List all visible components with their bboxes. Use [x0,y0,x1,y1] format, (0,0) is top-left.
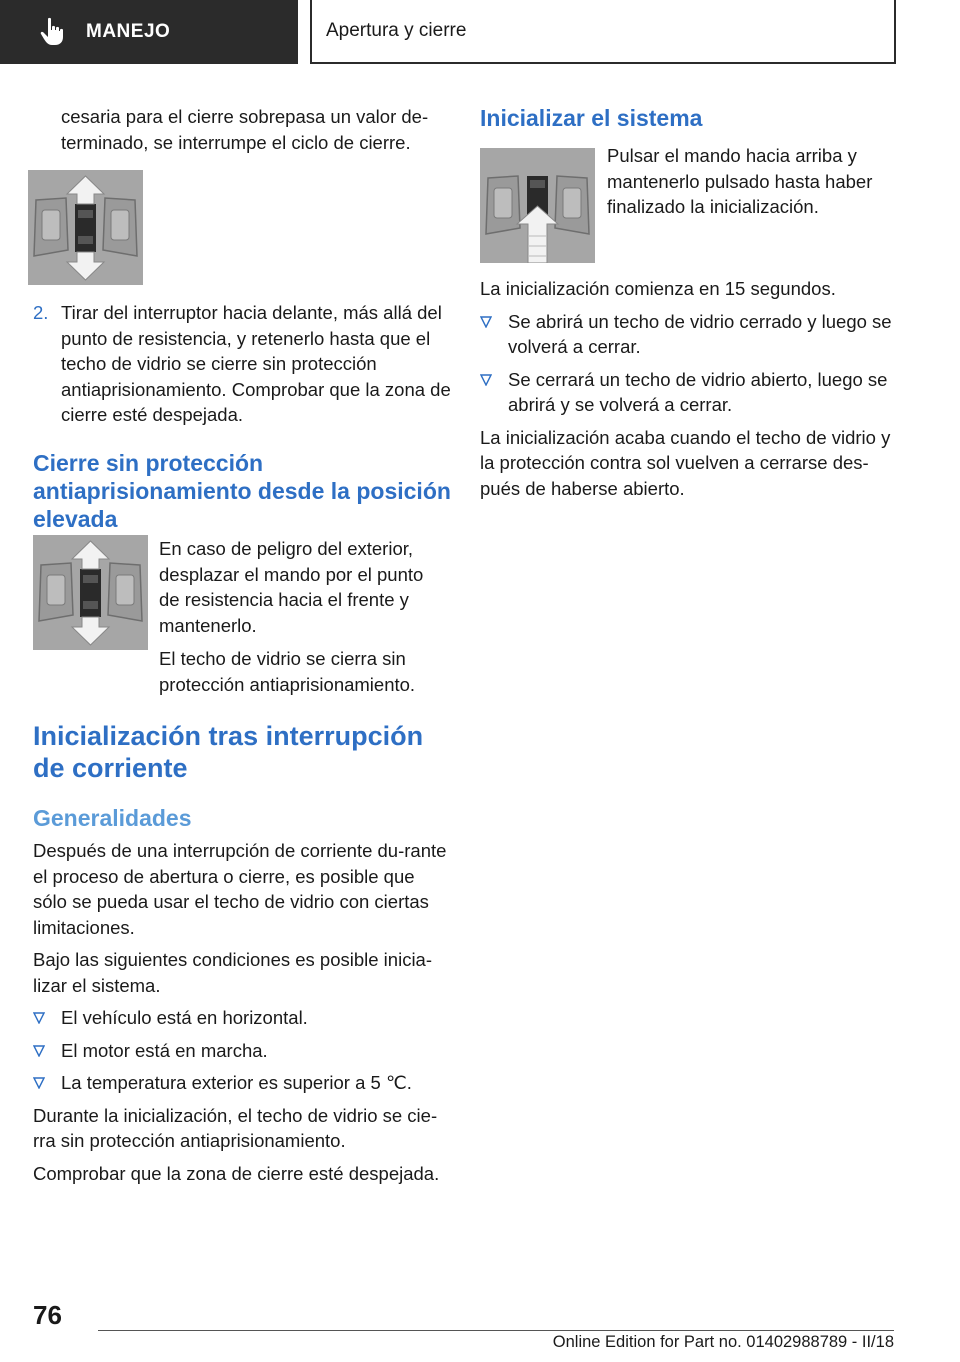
section-title-initialize-system: Inicializar el sistema [480,105,703,131]
switch-image-forward [33,535,148,650]
general-content [33,838,453,1193]
list-item [33,1005,453,1031]
switch-image-up [480,148,595,263]
bullet-text: Se cerrará un techo de vidrio abierto, luego se abrirá y se volverá a cerrar. [508,368,888,415]
switch-image-pull [28,170,143,285]
general-paragraph-1: Después de una interrupción de corriente du-rante el proceso de abertura o cierre, es posible que sólo se pueda usar el techo de vidrio con ciertas limitaciones. [33,840,447,938]
list-item [480,367,900,418]
step-number: 2. [33,302,49,323]
chapter-title: Apertura y cierre [326,20,467,41]
initialize-content [480,276,900,508]
triangle-bullet-icon [33,1045,45,1057]
list-item [33,1038,453,1064]
chapter-header [310,0,896,64]
intro-text: cesaria para el cierre sobrepasa un valor de-terminado, se interrumpe el ciclo de cierre. [61,106,429,153]
section-label: MANEJO [86,21,171,42]
subsection-title-general: Generalidades [33,805,192,831]
step-text: Tirar del interruptor hacia delante, más allá del punto de resistencia, y retenerlo hasta que el techo de vidrio se cierre sin protección antiaprisionamiento. Comprobar que la zona de cierre esté despejada. [61,302,451,425]
page-number: 76 [33,1300,62,1330]
footer-divider [98,1330,894,1331]
list-item [33,1070,453,1096]
sunroof-switch-illustration [480,148,595,263]
bullet-text: La temperatura exterior es superior a 5 ℃. [61,1072,412,1093]
hand-pointer-icon [40,17,66,47]
triangle-bullet-icon [480,316,492,328]
triangle-bullet-icon [33,1012,45,1024]
section-title-close-without-protection: Cierre sin protección antiaprisionamiento desde la posición elevada [33,450,451,532]
sunroof-switch-illustration [33,535,148,650]
initialize-paragraph-1: La inicialización comienza en 15 segundos. [480,278,836,299]
step-2 [33,300,451,428]
bullet-text: Se abrirá un techo de vidrio cerrado y luego se volverá a cerrar. [508,310,892,357]
section1-paragraph-2-a [159,646,449,697]
triangle-bullet-icon [33,1077,45,1089]
edition-text: Online Edition for Part no. 01402988789 - II/18 [552,1333,894,1351]
bullet-text: El vehículo está en horizontal. [61,1007,308,1028]
general-paragraph-3: Durante la inicialización, el techo de vidrio se cie-rra sin protección antiaprisionamiento. [33,1104,438,1151]
list-item [480,309,900,360]
section1-paragraph-1: En caso de peligro del exterior, desplazar el mando por el punto de resistencia hacia el frente y mantenerlo. [159,538,424,636]
sunroof-switch-illustration [28,170,143,285]
triangle-bullet-icon [480,374,492,386]
section1-paragraph-2: El techo de vidrio se cierra sin protección antiaprisionamiento. [159,648,416,695]
section-title-initialization: Inicialización tras interrupción de corriente [33,721,424,783]
general-paragraph-2: Bajo las siguientes condiciones es posible inicia-lizar el sistema. [33,949,433,996]
initialize-instruction: Pulsar el mando hacia arriba y mantenerlo pulsado hasta haber finalizado la inicialización. [607,145,873,217]
bullet-text: El motor está en marcha. [61,1039,268,1061]
general-paragraph-4: Comprobar que la zona de cierre esté despejada. [33,1162,440,1184]
section-tab [0,0,298,64]
initialize-paragraph-2: La inicialización acaba cuando el techo de vidrio y la protección contra sol vuelven a cerrarse des-pués de haberse abierto. [480,426,891,499]
